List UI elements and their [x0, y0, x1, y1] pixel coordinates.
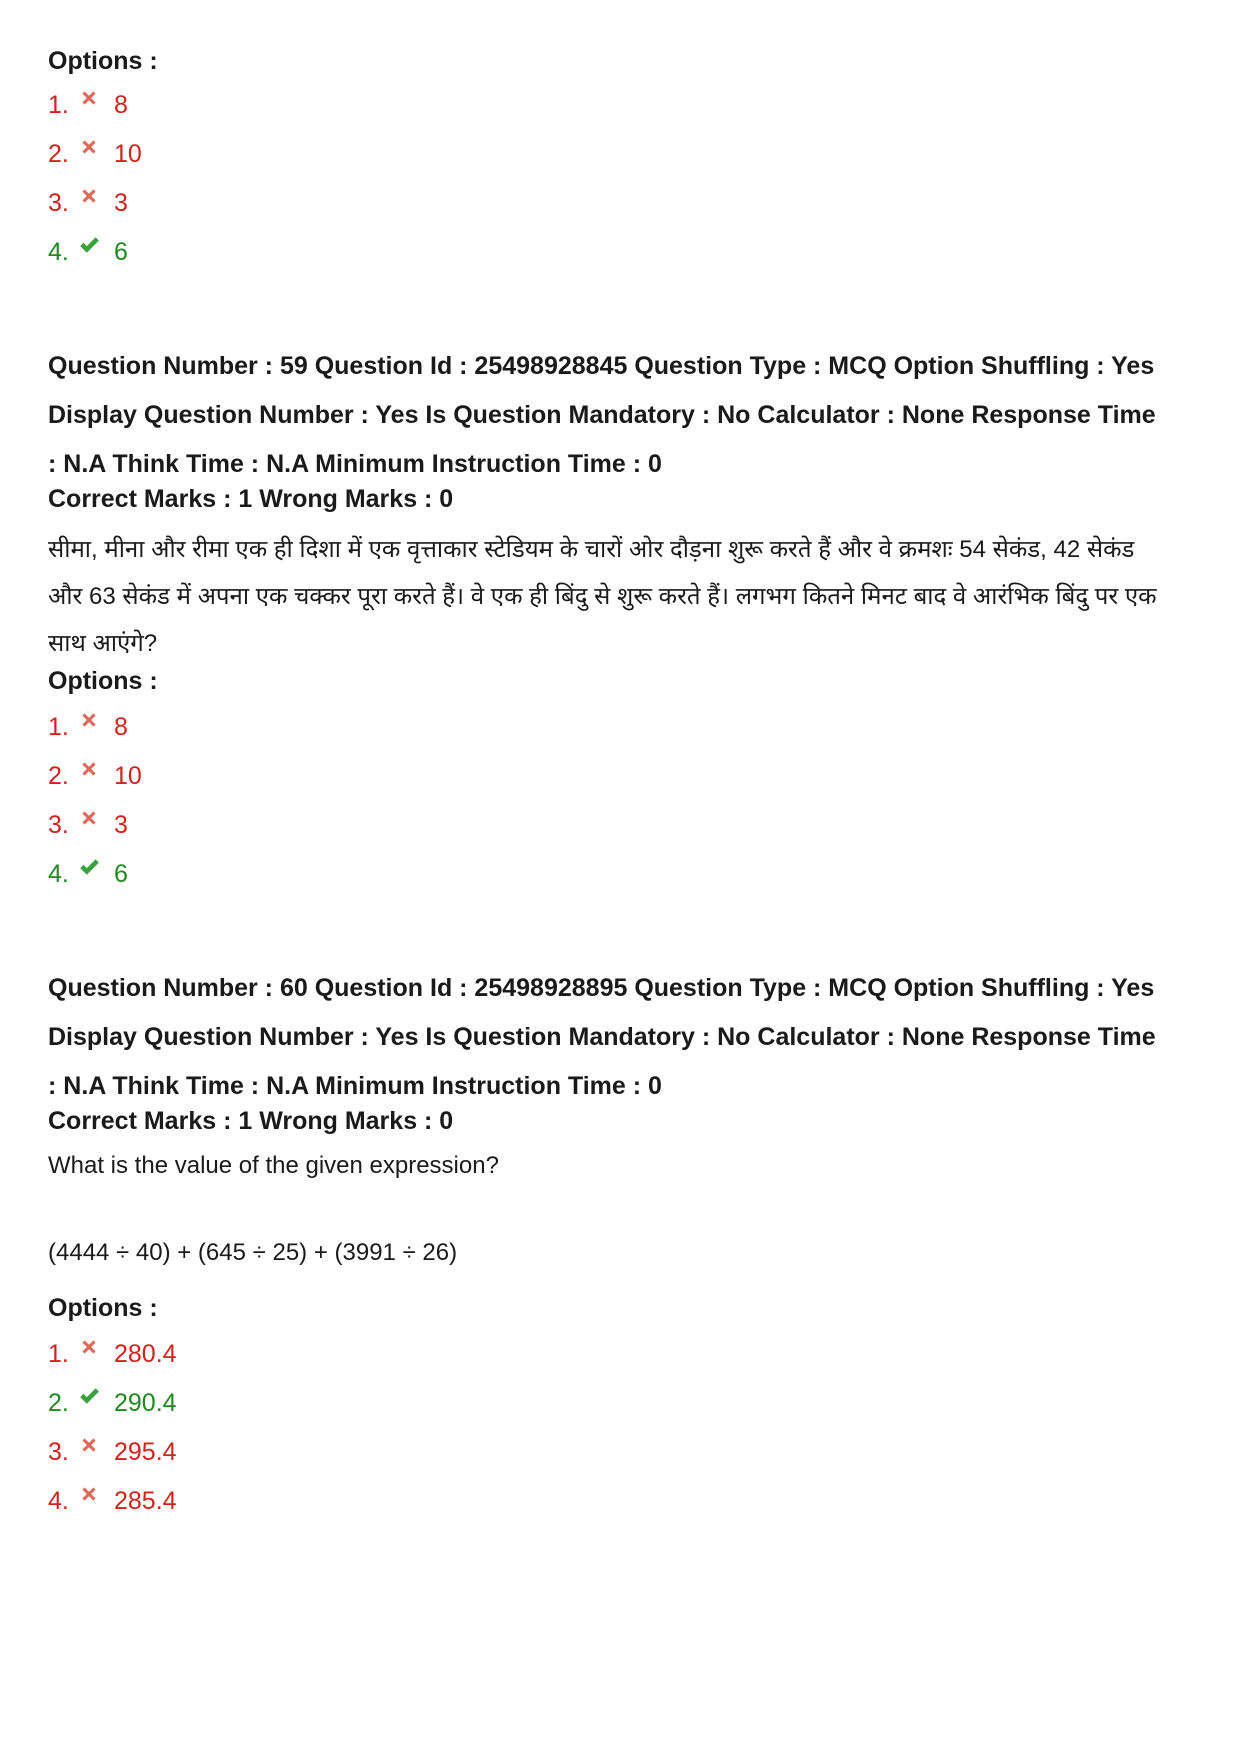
cross-icon — [78, 1483, 106, 1507]
option-row — [48, 235, 128, 269]
option-row — [48, 759, 142, 793]
cross-icon — [78, 136, 106, 160]
option-value: 3 — [114, 189, 128, 217]
question-60-metadata — [48, 964, 1208, 1111]
check-icon — [78, 856, 106, 880]
option-number: 4. — [48, 860, 69, 888]
cross-icon — [78, 709, 106, 733]
option-number: 2. — [48, 140, 69, 168]
question-text-line: सीमा, मीना और रीमा एक ही दिशा में एक वृत्ताकार स्टेडियम के चारों ओर दौड़ना शुरू करते हैं और वे क्रमशः 54 सेकंड, 42 सेकंड — [48, 536, 1135, 563]
option-number: 3. — [48, 1438, 69, 1466]
question-60-expression: (4444 ÷ 40) + (645 ÷ 25) + (3991 ÷ 26) — [48, 1239, 458, 1266]
question-60-marks: Correct Marks : 1 Wrong Marks : 0 — [48, 1107, 454, 1135]
option-row — [48, 88, 128, 122]
option-row — [48, 808, 128, 842]
option-number: 3. — [48, 811, 69, 839]
option-number: 1. — [48, 713, 69, 741]
option-value: 295.4 — [114, 1438, 177, 1466]
option-row — [48, 1337, 177, 1371]
check-icon — [78, 1385, 106, 1409]
option-value: 285.4 — [114, 1487, 177, 1515]
option-row — [48, 1386, 177, 1420]
check-icon — [78, 234, 106, 258]
option-row — [48, 186, 128, 220]
option-value: 8 — [114, 91, 128, 119]
option-number: 4. — [48, 238, 69, 266]
option-row — [48, 710, 128, 744]
question-60-text: What is the value of the given expression? — [48, 1152, 499, 1179]
option-row — [48, 1435, 177, 1469]
cross-icon — [78, 1336, 106, 1360]
question-text-line: साथ आएंगे? — [48, 630, 158, 657]
options-label: Options : — [48, 47, 158, 75]
question-text-line: और 63 सेकंड में अपना एक चक्कर पूरा करते हैं। वे एक ही बिंदु से शुरू करते हैं। लगभग कितने मिनट बाद वे आरंभिक बिंदु पर एक — [48, 583, 1157, 610]
options-label: Options : — [48, 1294, 158, 1322]
meta-line: Question Number : 59 Question Id : 25498928845 Question Type : MCQ Option Shuffling : Yes — [48, 352, 1155, 380]
cross-icon — [78, 87, 106, 111]
option-value: 8 — [114, 713, 128, 741]
question-59-marks: Correct Marks : 1 Wrong Marks : 0 — [48, 485, 454, 513]
question-59-text — [48, 526, 1208, 667]
option-row — [48, 137, 142, 171]
option-value: 10 — [114, 140, 142, 168]
meta-line: Question Number : 60 Question Id : 25498928895 Question Type : MCQ Option Shuffling : Yes — [48, 974, 1155, 1002]
options-label: Options : — [48, 667, 158, 695]
option-number: 3. — [48, 189, 69, 217]
option-number: 1. — [48, 1340, 69, 1368]
option-number: 1. — [48, 91, 69, 119]
cross-icon — [78, 758, 106, 782]
option-value: 6 — [114, 238, 128, 266]
option-row — [48, 1484, 177, 1518]
option-value: 10 — [114, 762, 142, 790]
option-value: 290.4 — [114, 1389, 177, 1417]
meta-line: Display Question Number : Yes Is Question Mandatory : No Calculator : None Response Time — [48, 401, 1156, 429]
option-value: 280.4 — [114, 1340, 177, 1368]
option-value: 3 — [114, 811, 128, 839]
cross-icon — [78, 807, 106, 831]
option-row — [48, 857, 128, 891]
meta-line: : N.A Think Time : N.A Minimum Instruction Time : 0 — [48, 450, 662, 478]
cross-icon — [78, 185, 106, 209]
meta-line: Display Question Number : Yes Is Question Mandatory : No Calculator : None Response Time — [48, 1023, 1156, 1051]
option-number: 4. — [48, 1487, 69, 1515]
option-number: 2. — [48, 762, 69, 790]
option-value: 6 — [114, 860, 128, 888]
cross-icon — [78, 1434, 106, 1458]
question-59-metadata — [48, 342, 1208, 489]
meta-line: : N.A Think Time : N.A Minimum Instruction Time : 0 — [48, 1072, 662, 1100]
option-number: 2. — [48, 1389, 69, 1417]
